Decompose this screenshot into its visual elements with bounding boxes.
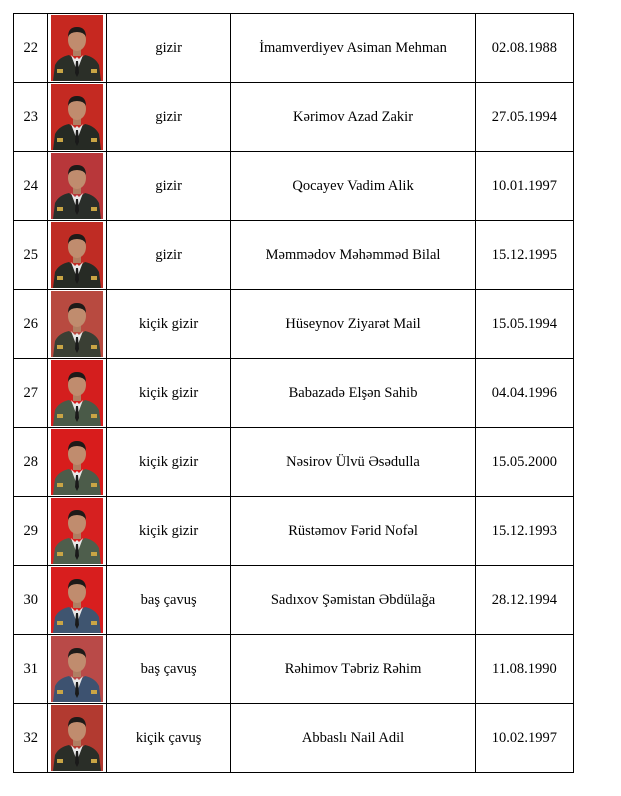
portrait-cell (48, 152, 107, 221)
row-number: 29 (14, 497, 48, 566)
table-row (14, 83, 574, 152)
serviceman-portrait-image (51, 705, 103, 771)
portrait-cell (48, 428, 107, 497)
serviceman-portrait-image (51, 15, 103, 81)
full-name: Abbaslı Nail Adil (231, 704, 475, 773)
portrait-cell (48, 14, 107, 83)
rank: gizir (106, 14, 230, 83)
rank: gizir (106, 152, 230, 221)
row-number: 23 (14, 83, 48, 152)
rank: kiçik çavuş (106, 704, 230, 773)
row-number: 22 (14, 14, 48, 83)
portrait-cell (48, 359, 107, 428)
birth-date: 02.08.1988 (475, 14, 573, 83)
serviceman-portrait-image (51, 291, 103, 357)
birth-date: 11.08.1990 (475, 635, 573, 704)
birth-date: 28.12.1994 (475, 566, 573, 635)
full-name: Hüseynov Ziyarət Mail (231, 290, 475, 359)
rank: kiçik gizir (106, 497, 230, 566)
full-name: İmamverdiyev Asiman Mehman (231, 14, 475, 83)
portrait-cell (48, 635, 107, 704)
serviceman-portrait-image (51, 222, 103, 288)
rank: kiçik gizir (106, 359, 230, 428)
birth-date: 15.05.1994 (475, 290, 573, 359)
birth-date: 15.12.1993 (475, 497, 573, 566)
full-name: Məmmədov Məhəmməd Bilal (231, 221, 475, 290)
portrait-cell (48, 497, 107, 566)
portrait-cell (48, 704, 107, 773)
row-number: 27 (14, 359, 48, 428)
portrait-cell (48, 83, 107, 152)
rank: gizir (106, 221, 230, 290)
serviceman-portrait-image (51, 636, 103, 702)
birth-date: 15.05.2000 (475, 428, 573, 497)
full-name: Rəhimov Təbriz Rəhim (231, 635, 475, 704)
portrait-cell (48, 566, 107, 635)
serviceman-portrait-image (51, 429, 103, 495)
full-name: Babazadə Elşən Sahib (231, 359, 475, 428)
rank: kiçik gizir (106, 290, 230, 359)
table-row (14, 290, 574, 359)
row-number: 28 (14, 428, 48, 497)
full-name: Nəsirov Ülvü Əsədulla (231, 428, 475, 497)
row-number: 31 (14, 635, 48, 704)
full-name: Qocayev Vadim Alik (231, 152, 475, 221)
serviceman-portrait-image (51, 498, 103, 564)
row-number: 30 (14, 566, 48, 635)
birth-date: 04.04.1996 (475, 359, 573, 428)
serviceman-portrait-image (51, 360, 103, 426)
table-row (14, 428, 574, 497)
table-row (14, 635, 574, 704)
full-name: Sadıxov Şəmistan Əbdülağa (231, 566, 475, 635)
serviceman-portrait-image (51, 84, 103, 150)
rank: gizir (106, 83, 230, 152)
portrait-cell (48, 290, 107, 359)
birth-date: 10.01.1997 (475, 152, 573, 221)
serviceman-portrait-image (51, 153, 103, 219)
table-row (14, 566, 574, 635)
table-row (14, 497, 574, 566)
birth-date: 15.12.1995 (475, 221, 573, 290)
rank: baş çavuş (106, 566, 230, 635)
rank: kiçik gizir (106, 428, 230, 497)
full-name: Rüstəmov Fərid Nofəl (231, 497, 475, 566)
rank: baş çavuş (106, 635, 230, 704)
table-row (14, 221, 574, 290)
portrait-cell (48, 221, 107, 290)
birth-date: 10.02.1997 (475, 704, 573, 773)
row-number: 25 (14, 221, 48, 290)
table-row (14, 359, 574, 428)
table-row (14, 704, 574, 773)
row-number: 24 (14, 152, 48, 221)
serviceman-portrait-image (51, 567, 103, 633)
table-row (14, 152, 574, 221)
row-number: 32 (14, 704, 48, 773)
full-name: Kərimov Azad Zakir (231, 83, 475, 152)
row-number: 26 (14, 290, 48, 359)
roster-body (14, 14, 574, 773)
table-row (14, 14, 574, 83)
birth-date: 27.05.1994 (475, 83, 573, 152)
roster-table (13, 13, 574, 773)
